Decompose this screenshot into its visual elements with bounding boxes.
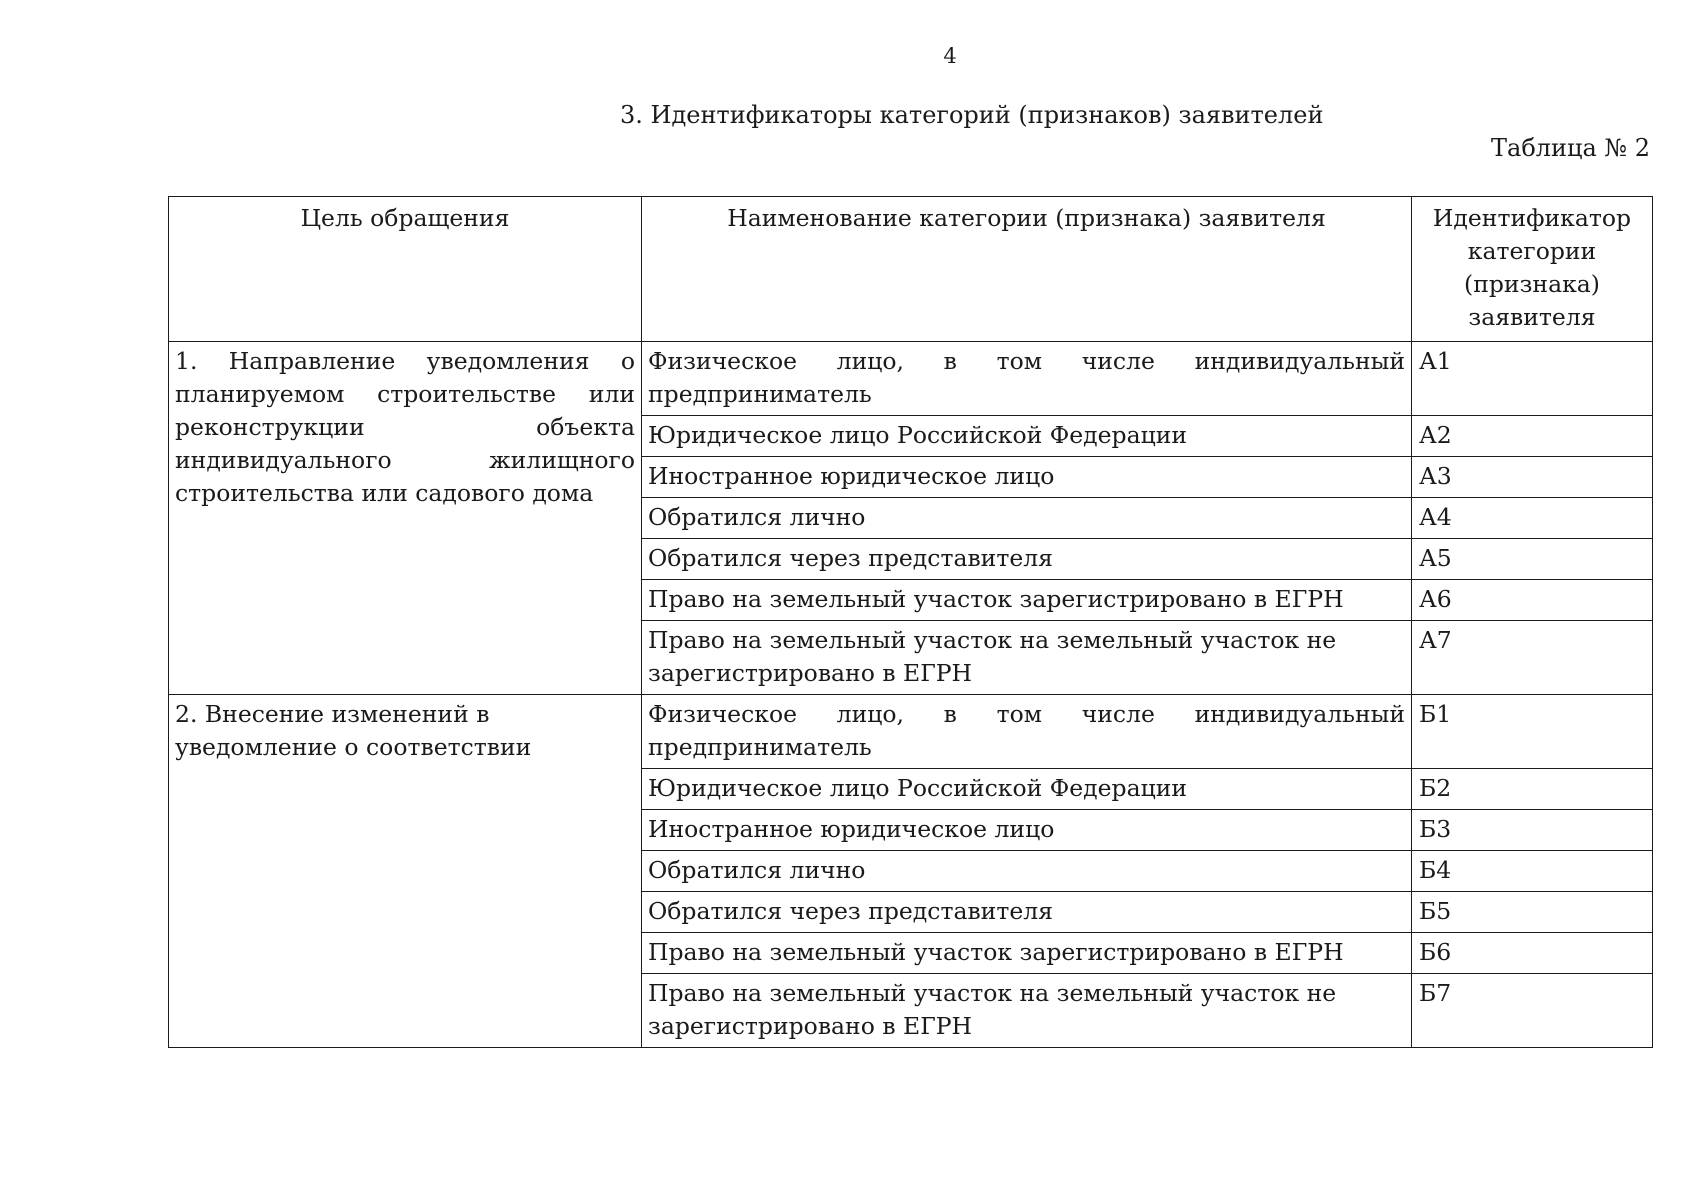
identifier-cell: Б5 xyxy=(1412,892,1653,933)
category-name-cell: Иностранное юридическое лицо xyxy=(642,457,1412,498)
category-name-cell: Физическое лицо, в том числе индивидуальный предприниматель xyxy=(642,695,1412,769)
category-name-cell: Обратился лично xyxy=(642,498,1412,539)
table-row xyxy=(169,695,1653,769)
category-name-cell: Физическое лицо, в том числе индивидуальный предприниматель xyxy=(642,342,1412,416)
header-goal: Цель обращения xyxy=(169,197,642,342)
identifier-cell: Б4 xyxy=(1412,851,1653,892)
identifier-cell: А7 xyxy=(1412,621,1653,695)
category-name-cell: Право на земельный участок на земельный участок не зарегистрировано в ЕГРН xyxy=(642,974,1412,1048)
category-name-cell: Обратился через представителя xyxy=(642,539,1412,580)
identifier-cell: Б1 xyxy=(1412,695,1653,769)
section-title: 3. Идентификаторы категорий (признаков) заявителей xyxy=(620,101,1324,129)
category-name-cell: Юридическое лицо Российской Федерации xyxy=(642,769,1412,810)
identifier-cell: А4 xyxy=(1412,498,1653,539)
header-category-name: Наименование категории (признака) заявителя xyxy=(642,197,1412,342)
table-header-row xyxy=(169,197,1653,342)
category-name-cell: Право на земельный участок зарегистрировано в ЕГРН xyxy=(642,580,1412,621)
category-name-cell: Обратился лично xyxy=(642,851,1412,892)
goal-cell-1: 1. Направление уведомления о планируемом строительстве или реконструкции объекта индивидуального жилищного строительства или садового дома xyxy=(169,342,642,695)
table-label: Таблица № 2 xyxy=(1491,134,1650,162)
table-row xyxy=(169,342,1653,416)
goal-cell-2: 2. Внесение изменений в уведомление о соответствии xyxy=(169,695,642,1048)
identifier-cell: Б6 xyxy=(1412,933,1653,974)
identifier-cell: А2 xyxy=(1412,416,1653,457)
category-name-cell: Юридическое лицо Российской Федерации xyxy=(642,416,1412,457)
identifier-cell: Б7 xyxy=(1412,974,1653,1048)
category-name-cell: Право на земельный участок на земельный участок не зарегистрировано в ЕГРН xyxy=(642,621,1412,695)
applicant-category-table xyxy=(168,196,1653,1048)
category-name-cell: Иностранное юридическое лицо xyxy=(642,810,1412,851)
identifier-cell: А5 xyxy=(1412,539,1653,580)
identifier-cell: А3 xyxy=(1412,457,1653,498)
identifier-cell: Б2 xyxy=(1412,769,1653,810)
category-name-cell: Право на земельный участок зарегистрировано в ЕГРН xyxy=(642,933,1412,974)
header-identifier: Идентификатор категории (признака) заявителя xyxy=(1412,197,1653,342)
identifier-cell: А1 xyxy=(1412,342,1653,416)
identifier-cell: Б3 xyxy=(1412,810,1653,851)
page-number: 4 xyxy=(943,44,957,68)
identifier-cell: А6 xyxy=(1412,580,1653,621)
category-name-cell: Обратился через представителя xyxy=(642,892,1412,933)
